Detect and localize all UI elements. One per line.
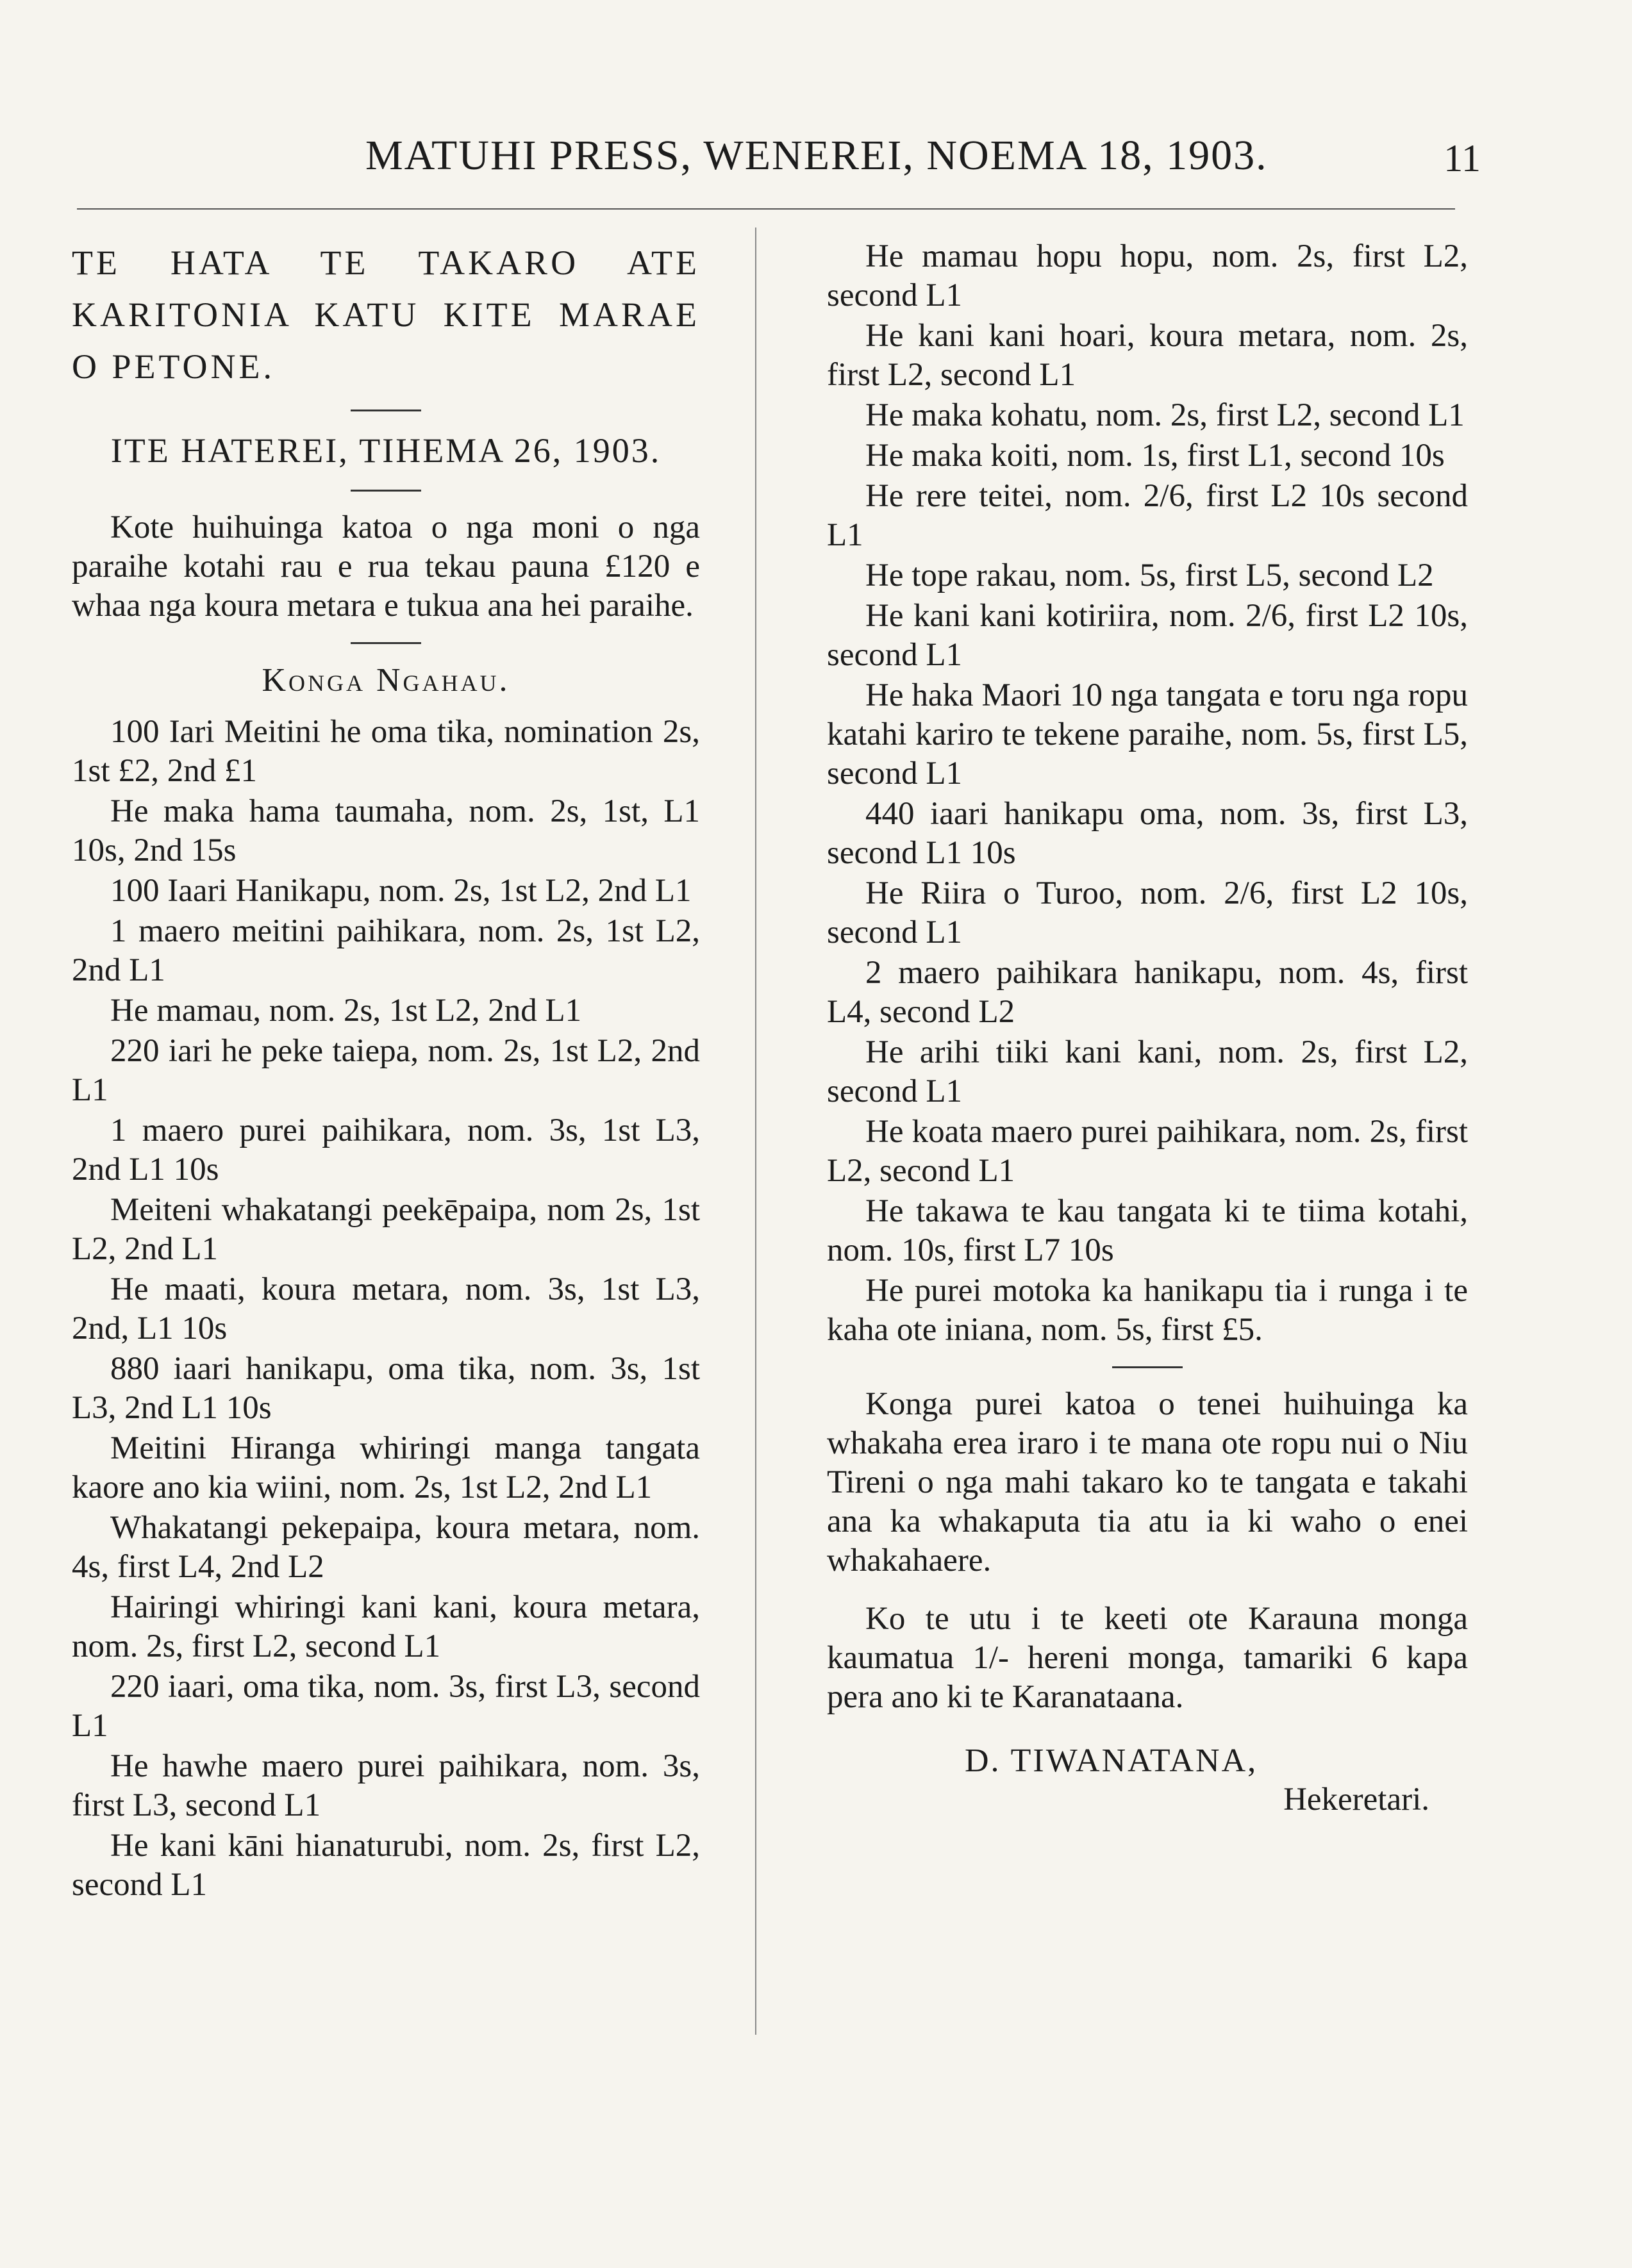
left-column	[72, 237, 700, 1906]
event-entry: He hawhe maero purei paihikara, nom. 3s, first L3, second L1	[72, 1748, 700, 1823]
section-heading: Konga Ngahau.	[262, 662, 510, 699]
signature-title: Hekeretari.	[1283, 1782, 1429, 1817]
short-rule	[1112, 1366, 1183, 1368]
event-entry: He purei motoka ka hanikapu tia i runga i te kaha ote iniana, nom. 5s, first £5.	[827, 1273, 1468, 1348]
event-entry: He Riira o Turoo, nom. 2/6, first L2 10s, second L1	[827, 875, 1468, 950]
article-heading: TE HATA TE TAKARO ATE KARITONIA KATU KITE MARAE O PETONE.	[72, 244, 700, 386]
event-entry: He kani kani hoari, koura metara, nom. 2s, first L2, second L1	[827, 318, 1468, 393]
event-entry: He rere teitei, nom. 2/6, first L2 10s second L1	[827, 478, 1468, 553]
event-entry: He haka Maori 10 nga tangata e toru nga ropu katahi kariro te tekene paraihe, nom. 5s, first L5, second L1	[827, 677, 1468, 791]
event-entry: 220 iaari, oma tika, nom. 3s, first L3, second L1	[72, 1669, 700, 1744]
short-rule	[351, 410, 421, 411]
event-entry: He maka kohatu, nom. 2s, first L2, second L1	[865, 397, 1465, 433]
closing-paragraph-admission: Ko te utu i te keeti ote Karauna monga kaumatua 1/- hereni monga, tamariki 6 kapa pera ano ki te Karanataana.	[827, 1601, 1468, 1715]
event-entry: He koata maero purei paihikara, nom. 2s, first L2, second L1	[827, 1114, 1468, 1189]
masthead-title: MATUHI PRESS, WENEREI, NOEMA 18, 1903.	[365, 132, 1268, 179]
event-entry: Whakatangi pekepaipa, koura metara, nom. 4s, first L4, 2nd L2	[72, 1510, 700, 1585]
header-rule	[77, 208, 1455, 210]
column-divider	[755, 228, 756, 2035]
event-entry: 100 Iaari Hanikapu, nom. 2s, 1st L2, 2nd L1	[110, 873, 692, 909]
event-entry: 220 iari he peke taiepa, nom. 2s, 1st L2, 2nd L1	[72, 1033, 700, 1108]
event-entry: He maati, koura metara, nom. 3s, 1st L3, 2nd, L1 10s	[72, 1271, 700, 1346]
event-entry: Meiteni whakatangi peekēpaipa, nom 2s, 1st L2, 2nd L1	[72, 1192, 700, 1267]
short-rule	[351, 642, 421, 644]
event-entry: He kani kāni hianaturubi, nom. 2s, first L2, second L1	[72, 1828, 700, 1903]
event-entry: 1 maero meitini paihikara, nom. 2s, 1st L2, 2nd L1	[72, 913, 700, 988]
event-entry: He tope rakau, nom. 5s, first L5, second L2	[865, 558, 1434, 593]
event-entry: He maka koiti, nom. 1s, first L1, second 10s	[865, 438, 1445, 474]
event-entry: He maka hama taumaha, nom. 2s, 1st, L1 10s, 2nd 15s	[72, 793, 700, 868]
signature-name: D. TIWANATANA,	[965, 1742, 1258, 1779]
right-column	[827, 237, 1468, 1819]
event-entry: Hairingi whiringi kani kani, koura metara, nom. 2s, first L2, second L1	[72, 1589, 700, 1664]
running-header	[77, 131, 1481, 195]
intro-paragraph: Kote huihuinga katoa o nga moni o nga paraihe kotahi rau e rua tekau pauna £120 e whaa nga koura metara e tukua ana hei paraihe.	[72, 509, 700, 624]
paragraph-gap	[827, 1580, 1468, 1600]
event-entry: 880 iaari hanikapu, oma tika, nom. 3s, 1st L3, 2nd L1 10s	[72, 1351, 700, 1426]
event-entry: He kani kani kotiriira, nom. 2/6, first L2 10s, second L1	[827, 598, 1468, 673]
closing-paragraph-rules: Konga purei katoa o tenei huihuinga ka whakaha erea iraro i te mana ote ropu nui o Niu Tireni o nga mahi takaro ko te tangata e takahi ana ka whakaputa tia atu ia ki waho o enei whakahaere.	[827, 1386, 1468, 1578]
event-entry: 2 maero paihikara hanikapu, nom. 4s, first L4, second L2	[827, 955, 1468, 1030]
page-number: 11	[1444, 137, 1481, 179]
article-date: ITE HATEREI, TIHEMA 26, 1903.	[110, 431, 662, 470]
event-entry: He mamau hopu hopu, nom. 2s, first L2, second L1	[827, 238, 1468, 313]
event-entry: He takawa te kau tangata ki te tiima kotahi, nom. 10s, first L7 10s	[827, 1193, 1468, 1268]
event-entry: Meitini Hiranga whiringi manga tangata kaore ano kia wiini, nom. 2s, 1st L2, 2nd L1	[72, 1430, 700, 1505]
event-entry: He arihi tiiki kani kani, nom. 2s, first L2, second L1	[827, 1034, 1468, 1109]
event-entry: He mamau, nom. 2s, 1st L2, 2nd L1	[110, 993, 582, 1029]
event-entry: 100 Iari Meitini he oma tika, nomination 2s, 1st £2, 2nd £1	[72, 714, 700, 789]
event-entry: 440 iaari hanikapu oma, nom. 3s, first L3, second L1 10s	[827, 796, 1468, 871]
event-entry: 1 maero purei paihikara, nom. 3s, 1st L3, 2nd L1 10s	[72, 1113, 700, 1188]
short-rule	[351, 490, 421, 492]
